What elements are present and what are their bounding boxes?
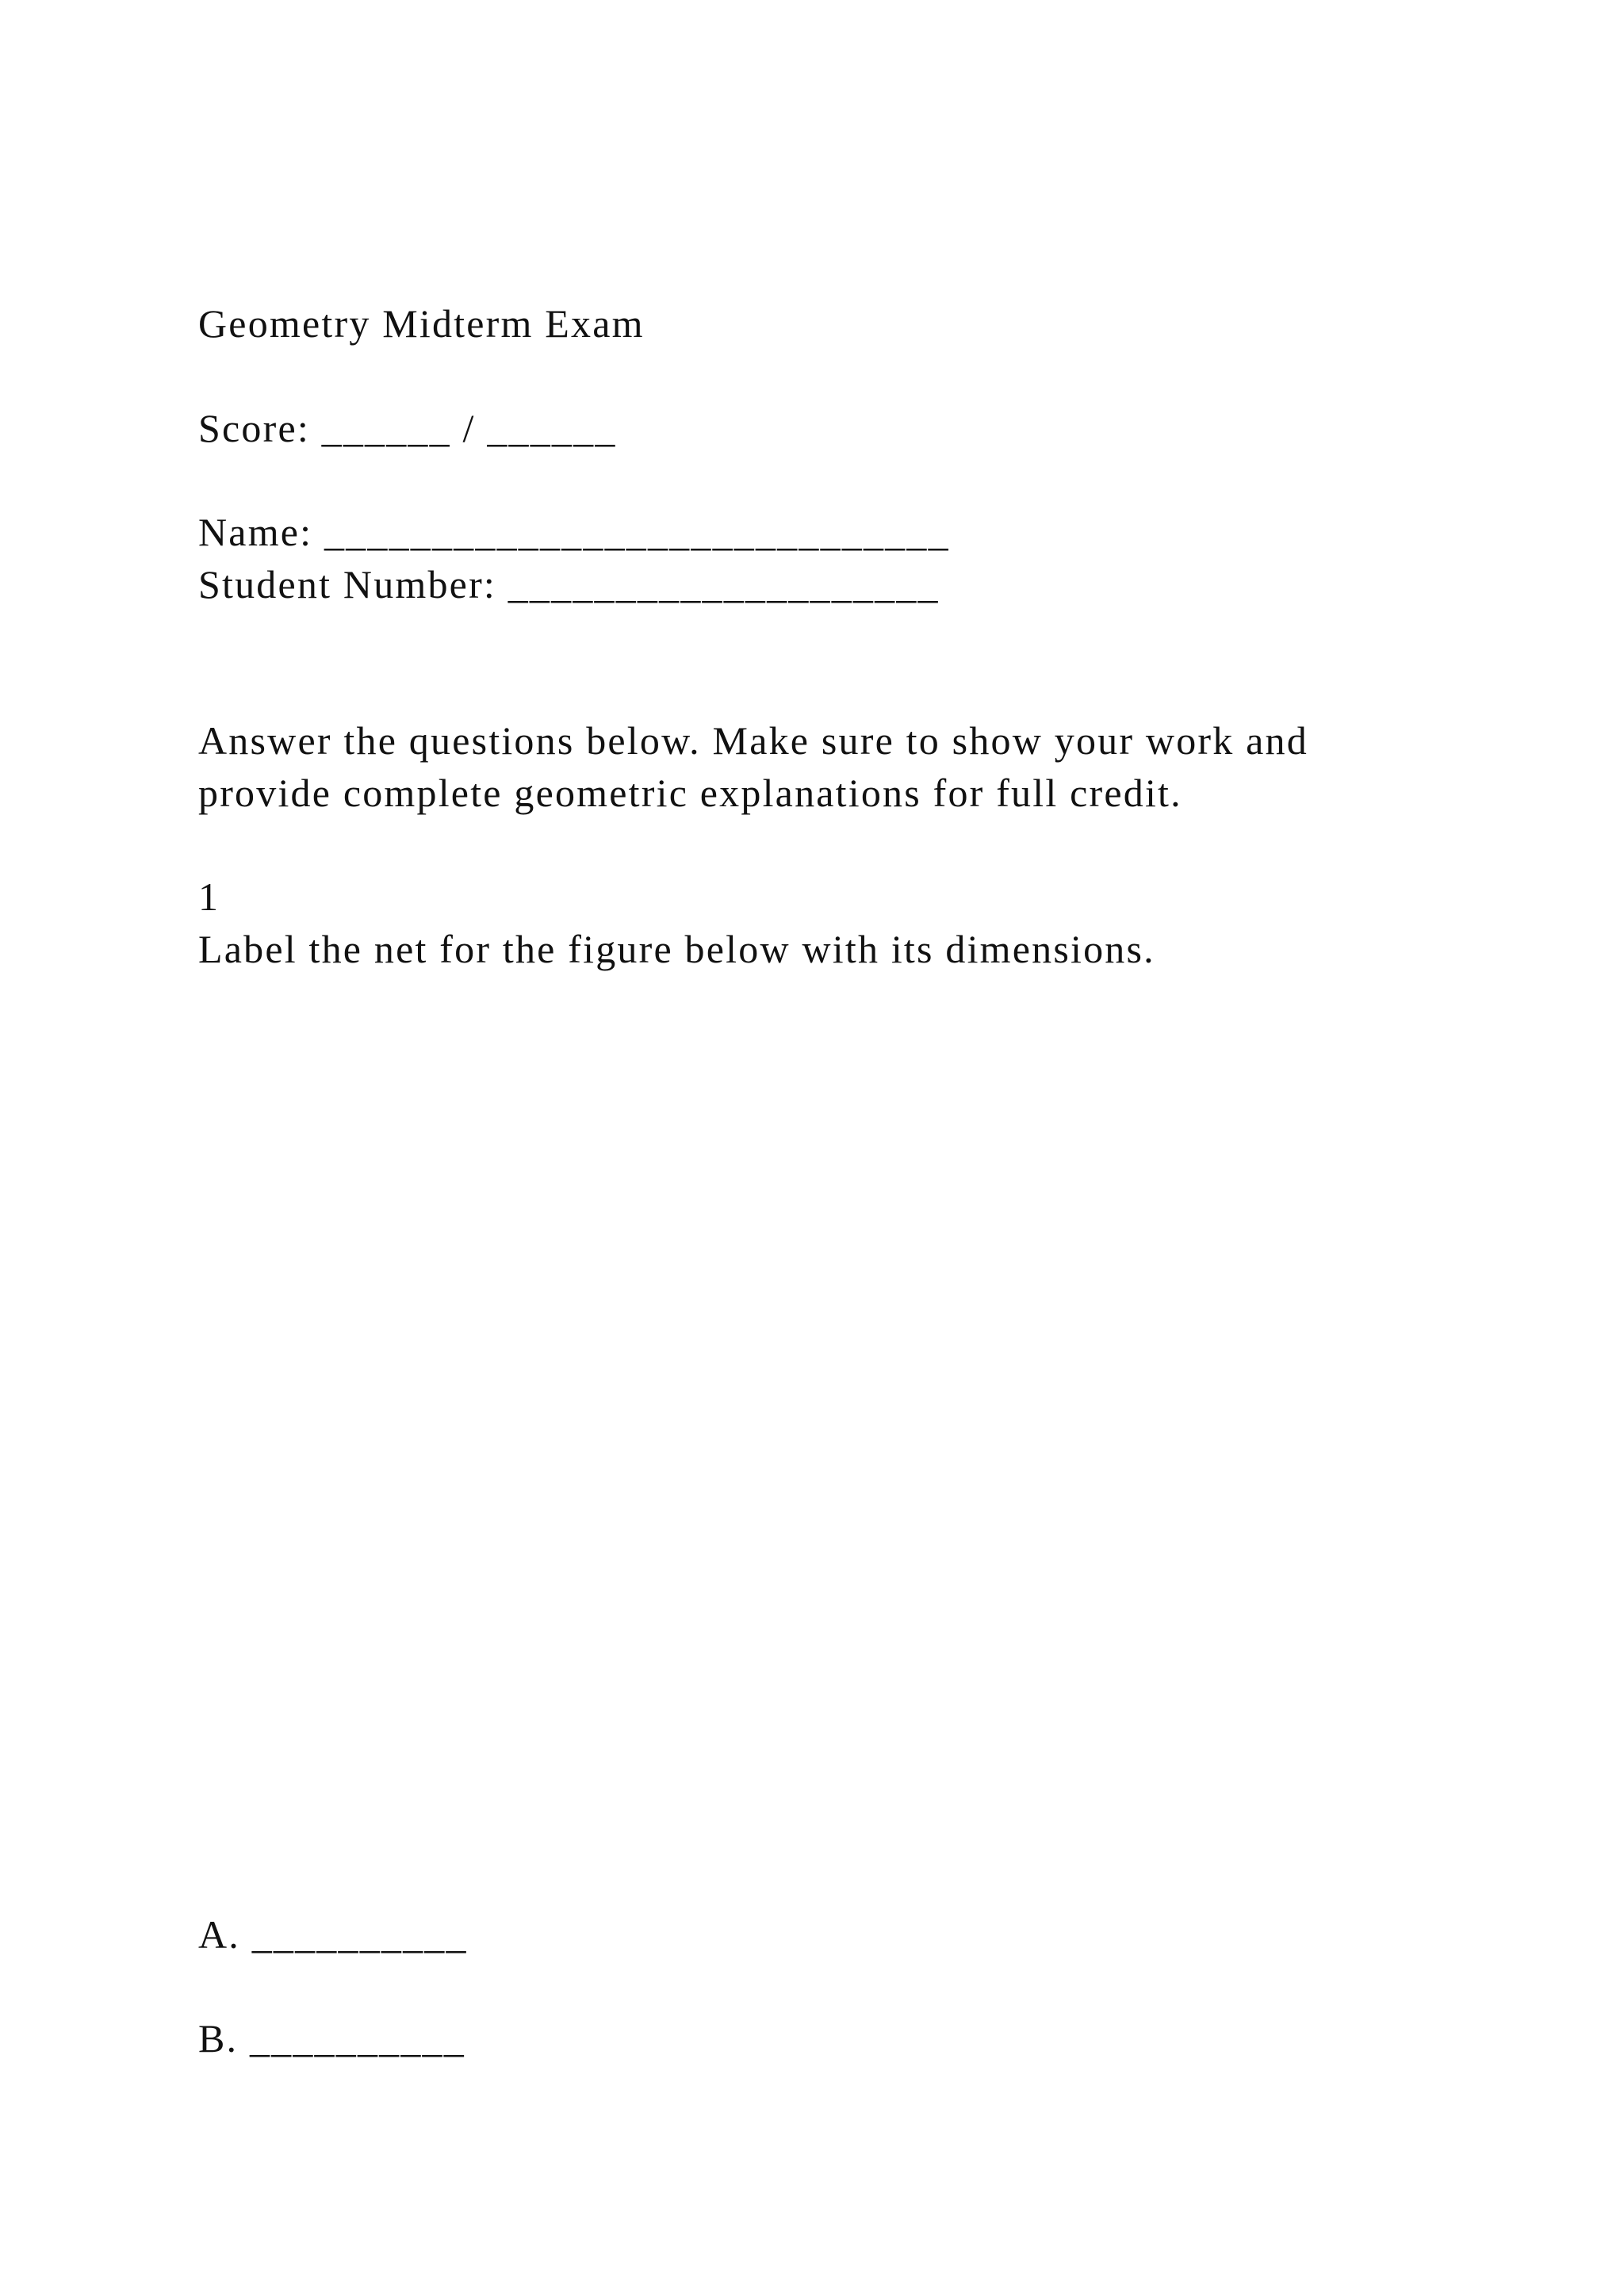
answer-line-b: B. __________ [198, 2016, 465, 2061]
question-prompt: Label the net for the figure below with its dimensions. [198, 927, 1155, 971]
question-number: 1 [198, 874, 220, 919]
exam-title: Geometry Midterm Exam [198, 301, 645, 346]
figure-blank-area [198, 999, 1426, 1871]
answer-line-a: A. __________ [198, 1912, 468, 1957]
instructions-line-1: Answer the questions below. Make sure to show your work and [198, 718, 1308, 763]
student-number-line: Student Number: ____________________ [198, 562, 940, 607]
score-line: Score: ______ / ______ [198, 406, 617, 450]
name-line: Name: _____________________________ [198, 510, 950, 554]
instructions-line-2: provide complete geometric explanations for full credit. [198, 771, 1182, 815]
